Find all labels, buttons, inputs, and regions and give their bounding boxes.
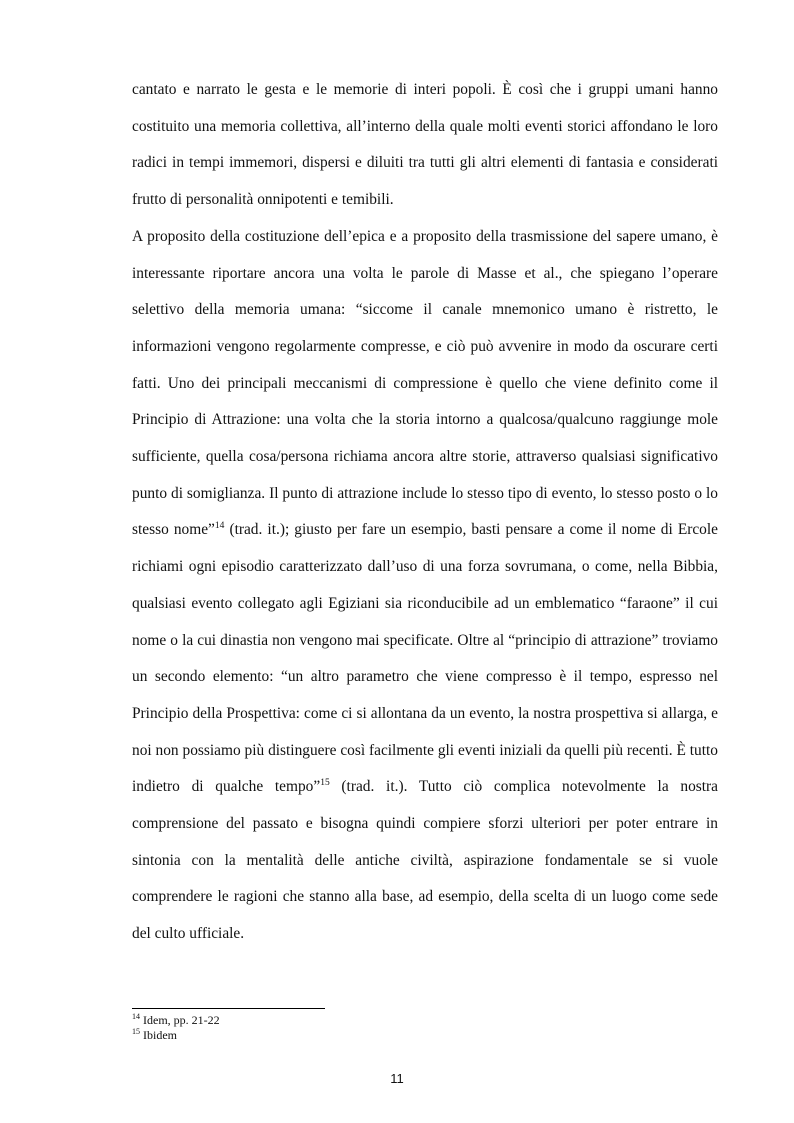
footnote-number: 14	[132, 1012, 140, 1021]
paragraph-1	[132, 72, 718, 219]
paragraph-2-text-b: (trad. it.); giusto per fare un esempio, basti pensare a come il nome di Ercole richiami ogni episodio caratterizzato dall’uso di una forza sovrumana, o come, nella Bibbia, qualsiasi evento collegato agli Egiziani sia riconducibile ad un emblematico “faraone” il cui nome o la cui dinastia non vengono mai specificate. Oltre al “principio di attrazione” troviamo un secondo elemento: “un altro parametro che viene compresso è il tempo, espresso nel Principio della Prospettiva: come ci si allontana da un evento, la nostra prospettiva si allarga, e noi non possiamo più distinguere così facilmente gli eventi iniziali da quelli più recenti. È tutto indietro di qualche tempo”	[132, 521, 718, 796]
paragraph-2-text-c: (trad. it.). Tutto ciò complica notevolmente la nostra comprensione del passato e bisogna quindi compiere sforzi ulteriori per poter entrare in sintonia con la mentalità delle antiche civiltà, aspirazione fondamentale se si vuole comprendere le ragioni che stanno alla base, ad esempio, della scelta di un luogo come sede del culto ufficiale.	[132, 778, 718, 943]
footnote-ref-15: 15	[320, 778, 330, 789]
footnotes	[132, 1013, 220, 1043]
footnote-number: 15	[132, 1027, 140, 1036]
footnote-15	[132, 1028, 220, 1043]
footnote-divider	[132, 1008, 325, 1009]
footnote-text: Ibidem	[140, 1028, 177, 1042]
page-number: 11	[390, 1071, 404, 1086]
footnote-14	[132, 1013, 220, 1028]
paragraph-2	[132, 219, 718, 953]
body-text	[132, 72, 718, 953]
paragraph-2-text-a: A proposito della costituzione dell’epica e a proposito della trasmissione del sapere umano, è interessante riportare ancora una volta le parole di Masse et al., che spiegano l’operare selettivo della memoria umana: “siccome il canale mnemonico umano è ristretto, le informazioni vengono regolarmente compresse, e ciò può avvenire in modo da oscurare certi fatti. Uno dei principali meccanismi di compressione è quello che viene definito come il Principio di Attrazione: una volta che la storia intorno a qualcosa/qualcuno raggiunge mole sufficiente, quella cosa/persona richiama ancora altre storie, attraverso qualsiasi significativo punto di somiglianza. Il punto di attrazione include lo stesso tipo di evento, lo stesso posto o lo stesso nome”	[132, 227, 718, 539]
footnote-ref-14: 14	[214, 521, 225, 532]
paragraph-1-text: cantato e narrato le gesta e le memorie di interi popoli. È così che i gruppi umani hanno costituito una memoria collettiva, all’interno della quale molti eventi storici affondano le loro radici in tempi immemori, dispersi e diluiti tra tutti gli altri elementi di fantasia e considerati frutto di personalità onnipotenti e temibili.	[132, 81, 718, 209]
footnote-text: Idem, pp. 21-22	[140, 1013, 220, 1027]
